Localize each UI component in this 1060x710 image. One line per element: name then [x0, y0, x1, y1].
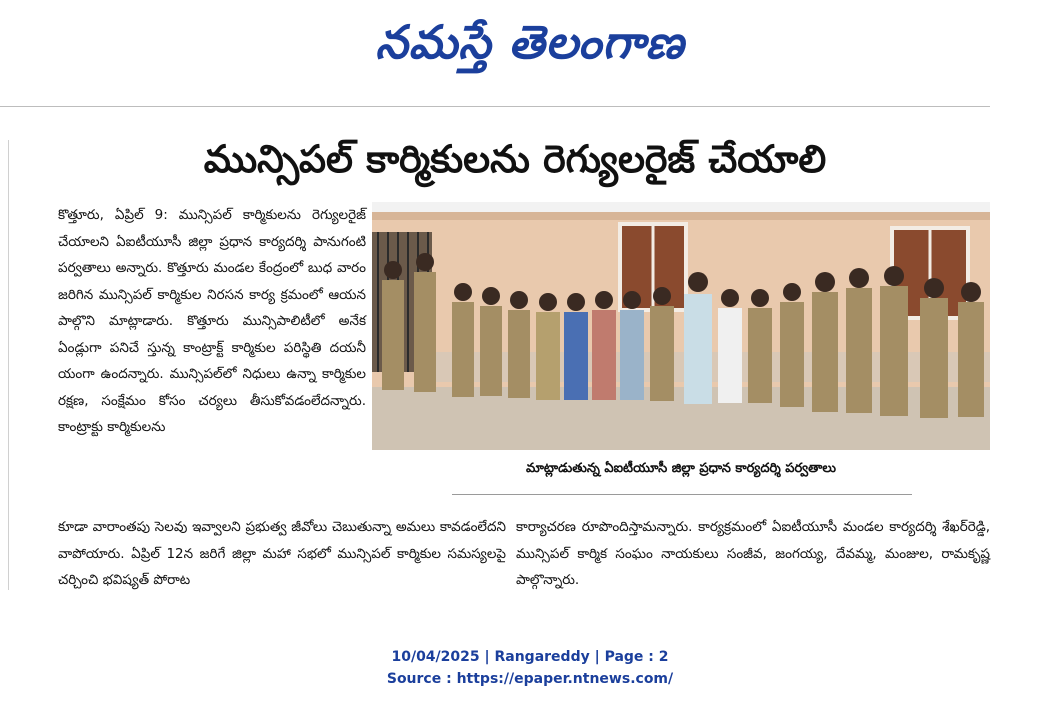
column-rule [8, 140, 9, 590]
group-photo-illustration [372, 202, 990, 450]
article-text-bottom-left: కూడా వారాంతపు సెలవు ఇవ్వాలని ప్రభుత్వ జీవోలు చెబుతున్నా అమలు కావడంలేదని వాపోయారు. ఏప్రిల్ 12న జరిగే జిల్లా మహా సభలో మున్సిపల్ కార్మికుల సమస్యలపై చర్చించి భవిష్యత్ పోరాట [58, 519, 506, 588]
article-bottom-right-column [516, 514, 990, 594]
article-photo [372, 202, 990, 450]
article-text-bottom-right: కార్యాచరణ రూపొందిస్తామన్నారు. కార్యక్రమంలో ఏఐటీయూసీ మండల కార్యదర్శి శేఖర్‌రెడ్డి, మున్సిపల్ కార్మిక సంఘం నాయకులు సంజీవ, జంగయ్య, దేవమ్మ, మంజుల, రామకృష్ణ పాల్గొన్నారు. [516, 519, 990, 588]
footer-source: Source : https://epaper.ntnews.com/ [386, 671, 674, 687]
newspaper-masthead [0, 8, 1060, 76]
article-left-column [58, 202, 366, 441]
masthead-title: నమస్తే తెలంగాణ [375, 15, 685, 69]
caption-divider [452, 494, 912, 495]
article-headline: మున్సిపల్ కార్మికులను రెగ్యులరైజ్ చేయాలి [203, 137, 827, 181]
article-text-left: కొత్తూరు, ఏప్రిల్ 9: మున్సిపల్ కార్మికులను రెగ్యులరైజ్ చేయాలని ఏఐటీయూసీ జిల్లా ప్రధాన కార్యదర్శి పానుగంటి పర్వతాలు అన్నారు. కొత్తూరు మండల కేంద్రంలో బుధ వారం జరిగిన మున్సిపల్ కార్మికుల నిరసన కార్య క్రమంలో ఆయన పాల్గొని మాట్లాడారు. కొత్తూరు మున్సిపాలిటీలో అనేక ఏండ్లుగా పనిచే స్తున్న కాంట్రాక్ట్ కార్మికుల పరిస్థితి దయనీ యంగా ఉందన్నారు. మున్సిపల్‌లో నిధులు ఉన్నా కార్మికుల రక్షణ, సంక్షేమం కోసం చర్యలు తీసుకోవడంలేదన్నారు. కాంట్రాక్టు కార్మికులను [58, 207, 366, 435]
photo-caption: మాట్లాడుతున్న ఏఐటీయూసీ జిల్లా ప్రధాన కార్యదర్శి పర్వతాలు [525, 461, 837, 476]
article-bottom-left-column [58, 514, 506, 594]
masthead-divider [0, 106, 990, 107]
source-footer [0, 646, 1060, 690]
footer-date-page: 10/04/2025 | Rangareddy | Page : 2 [391, 649, 669, 665]
